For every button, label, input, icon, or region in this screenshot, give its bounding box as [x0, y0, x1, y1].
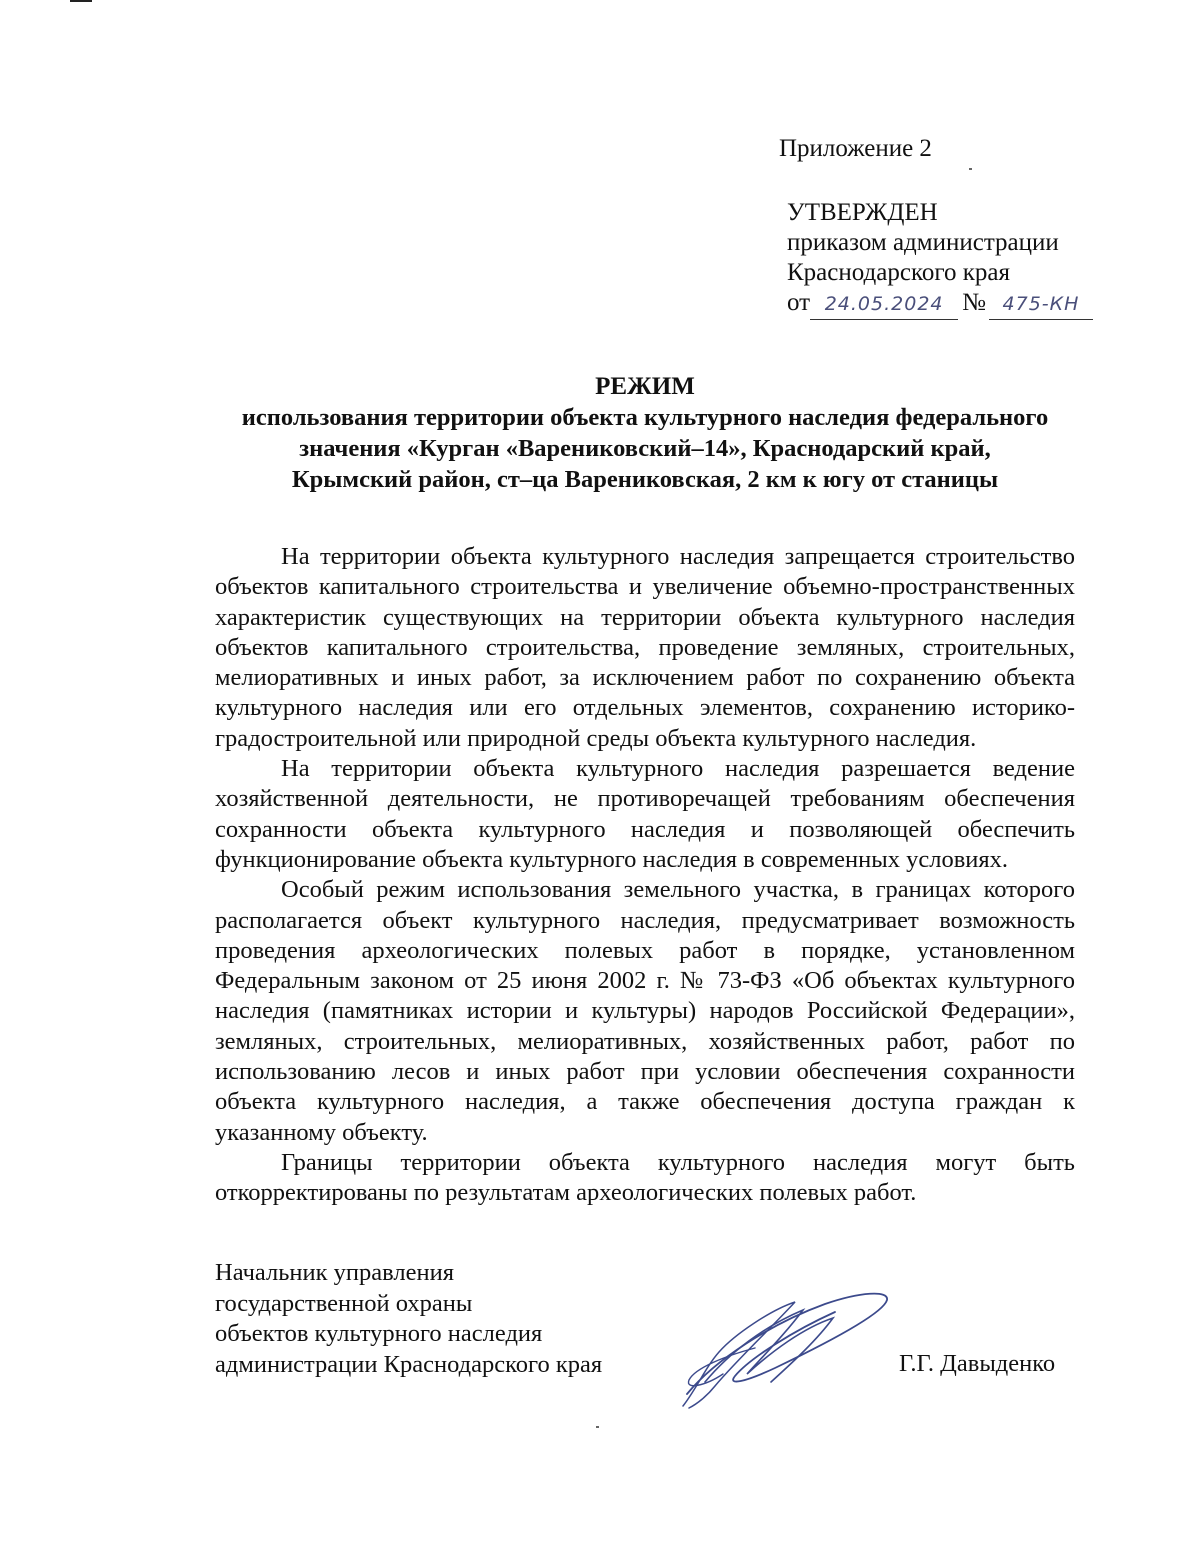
document-body: [215, 542, 1075, 1209]
signer-position: [215, 1258, 602, 1380]
approval-line-2: Краснодарского края: [787, 259, 1010, 286]
scan-corner-mark: [70, 0, 92, 2]
paragraph-permitted-activity: На территории объекта культурного наследия разрешается ведение хозяйственной деятельности, не противоречащей требованиям обеспечения сохранности объекта культурного наследия и позволяющей обеспечить функционирование объекта культурного наследия в современных условиях.: [215, 755, 1075, 873]
paragraph-boundaries: Границы территории объекта культурного наследия могут быть откорректированы по результатам археологических полевых работ.: [215, 1148, 1075, 1207]
subtitle-line-3: Крымский район, ст–ца Варениковская, 2 км к югу от станицы: [291, 466, 999, 493]
scan-speck: [969, 168, 972, 170]
scan-speck: [596, 1426, 599, 1428]
handwritten-order-number: 475-КН: [989, 289, 1093, 320]
approval-status: УТВЕРЖДЕН: [787, 199, 938, 226]
signer-title-line-2: государственной охраны: [215, 1289, 473, 1317]
signer-name: Г.Г. Давыденко: [899, 1350, 1056, 1377]
subtitle-line-1: использования территории объекта культурного наследия федерального: [241, 404, 1049, 431]
signer-title-line-1: Начальник управления: [215, 1259, 454, 1286]
date-prefix: от: [787, 289, 811, 316]
approval-date-line: [787, 288, 1093, 320]
handwritten-signature: [675, 1282, 895, 1412]
number-prefix: №: [962, 289, 986, 316]
appendix-label: Приложение 2: [779, 135, 932, 162]
signer-title-line-3: объектов культурного наследия: [215, 1320, 543, 1347]
paragraph-special-regime: Особый режим использования земельного участка, в границах которого располагается объект культурного наследия, предусматривает возможность проведения археологических полевых работ в порядке, установленном Федеральным законом от 25 июня 2002 г. № 73-ФЗ «Об объектах культурного наследия (памятниках истории и культуры) народов Российской Федерации», земляных, строительных, мелиоративных, хозяйственных работ, работ по использованию лесов и иных работ при условии обеспечения сохранности объекта культурного наследия, а также обеспечения доступа граждан к указанному объекту.: [215, 876, 1075, 1146]
document-title: РЕЖИМ: [595, 373, 695, 400]
subtitle-line-2: значения «Курган «Варениковский–14», Краснодарский край,: [299, 435, 991, 462]
paragraph-prohibitions: На территории объекта культурного наследия запрещается строительство объектов капитального строительства и увеличение объемно-пространственных характеристик существующих на территории объекта культурного наследия объектов капитального строительства, проведение земляных, строительных, мелиоративных и иных работ, за исключением работ по сохранению объекта культурного наследия или его отдельных элементов, сохранению историко-градостроительной или природной среды объекта культурного наследия.: [215, 543, 1075, 752]
signer-title-line-4: администрации Краснодарского края: [215, 1350, 603, 1378]
approval-line-1: приказом администрации: [787, 229, 1059, 256]
handwritten-date: 24.05.2024: [810, 289, 958, 320]
approval-stamp-block: [787, 198, 1093, 320]
document-subtitle: [200, 402, 1090, 495]
